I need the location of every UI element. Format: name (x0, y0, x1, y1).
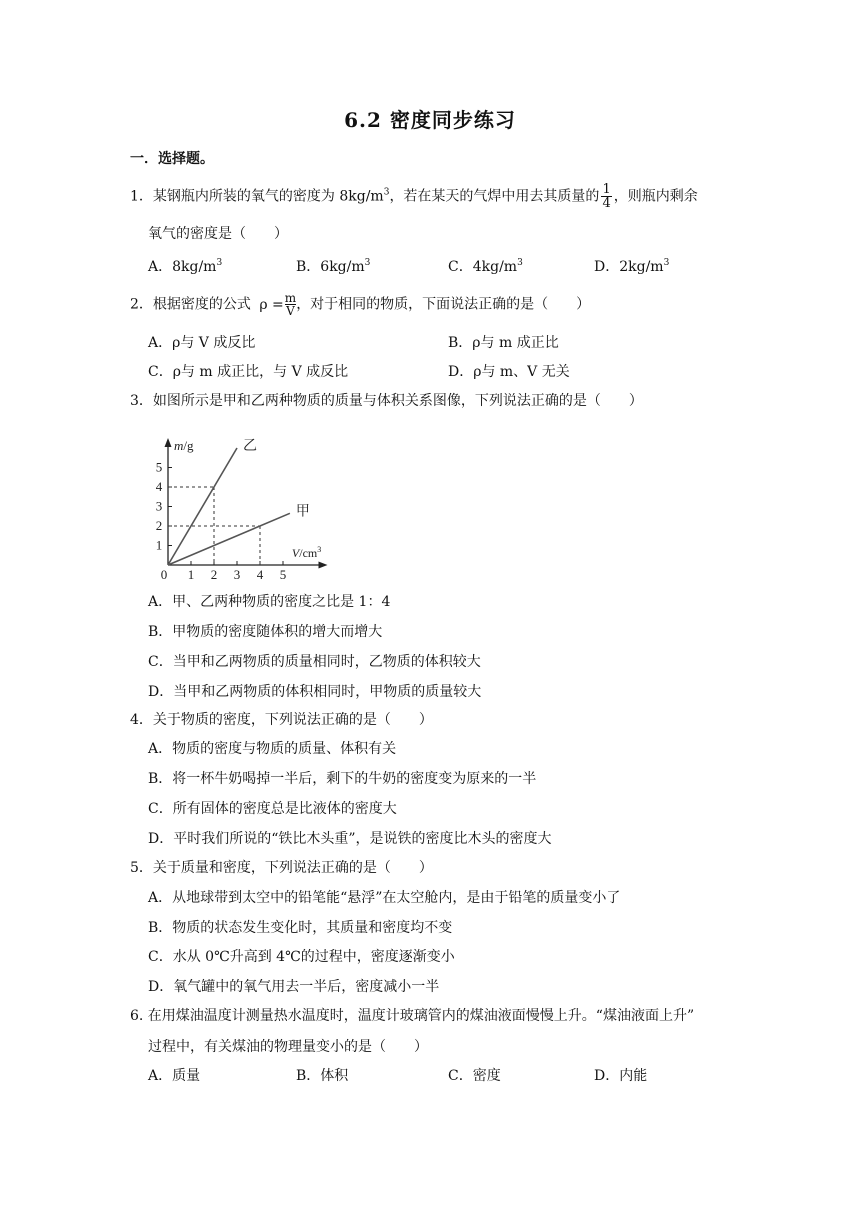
q6-option-b[interactable]: B．体积 (296, 1068, 349, 1084)
density-formula: ρ = $\frac{m}{V}$ (259, 291, 297, 318)
q4-option-d[interactable]: D．平时我们所说的“铁比木头重”，是说铁的密度比木头的密度大 (148, 831, 552, 847)
series-line-jia (168, 513, 290, 565)
q4-option-b[interactable]: B．将一杯牛奶喝掉一半后，剩下的牛奶的密度变为原来的一半 (148, 771, 537, 787)
x-axis-arrow (319, 562, 328, 569)
q1-option-b[interactable]: B．$6kg/m^3$ (296, 258, 371, 275)
y-axis-label: m/g (174, 438, 194, 453)
q6-option-c[interactable]: C．密度 (448, 1068, 501, 1084)
q6-option-a[interactable]: A．质量 (148, 1068, 201, 1084)
question-5-text: 5．关于质量和密度，下列说法正确的是（ ） (130, 860, 433, 876)
graph-series (168, 448, 290, 565)
question-6-line-1: 6. 在用煤油温度计测量热水温度时，温度计玻璃管内的煤油液面慢慢上升。“煤油液面上升” (130, 1008, 695, 1024)
y-tick-label: 4 (155, 479, 163, 494)
x-tick-label: 4 (256, 567, 264, 582)
question-1-line-2: 氧气的密度是（ ） (148, 226, 288, 242)
x-axis-label: $V/cm^3$ (291, 545, 322, 560)
y-tick-label: 2 (155, 518, 163, 533)
x-tick-label: 0 (160, 567, 168, 582)
y-tick-label: 1 (155, 537, 163, 553)
question-3-text: 3．如图所示是甲和乙两种物质的质量与体积关系图像，下列说法正确的是（ ） (130, 393, 643, 409)
question-6-line-2: 过程中，有关煤油的物理量变小的是（ ） (148, 1039, 428, 1055)
q2-option-b[interactable]: B．ρ与 m 成正比 (448, 335, 559, 351)
q5-option-c[interactable]: C．水从 0℃升高到 4℃的过程中，密度逐渐变小 (148, 949, 455, 965)
section-heading: 一．选择题。 (130, 151, 214, 167)
graph-guides (168, 487, 260, 565)
series-line-yi (168, 448, 237, 565)
q1-option-a[interactable]: A．$8kg/m^3$ (148, 258, 223, 275)
q2-option-d[interactable]: D．ρ与 m、V 无关 (448, 364, 570, 380)
y-tick-label: 3 (155, 498, 163, 514)
q4-option-c[interactable]: C．所有固体的密度总是比液体的密度大 (148, 801, 397, 817)
y-tick-label: 5 (155, 459, 163, 475)
question-2-text: 2．根据密度的公式 ρ = $\frac{m}{V}$，对于相同的物质，下面说法正确的是（ ） (130, 291, 591, 318)
q1-option-d[interactable]: D．$2kg/m^3$ (594, 258, 670, 275)
x-tick-label: 2 (210, 567, 218, 582)
q1-option-c[interactable]: C．$4kg/m^3$ (448, 258, 523, 275)
x-tick-label: 5 (279, 567, 287, 582)
fraction-quarter: $\frac{1}{4}$ (602, 182, 611, 211)
series-label-yi: 乙 (243, 439, 257, 454)
q3-option-d[interactable]: D．当甲和乙两物质的体积相同时，甲物质的质量较大 (148, 684, 482, 700)
page-title: 6.2 密度同步练习 (344, 108, 516, 132)
q5-option-d[interactable]: D．氧气罐中的氧气用去一半后，密度减小一半 (148, 979, 440, 995)
question-4-text: 4．关于物质的密度，下列说法正确的是（ ） (130, 712, 433, 728)
q3-option-c[interactable]: C．当甲和乙两物质的质量相同时，乙物质的体积较大 (148, 654, 481, 670)
q3-option-b[interactable]: B．甲物质的密度随体积的增大而增大 (148, 624, 383, 640)
q2-option-a[interactable]: A．ρ与 V 成反比 (148, 335, 256, 351)
x-tick-label: 3 (233, 567, 241, 582)
question-1-line-1: 1．某钢瓶内所装的氧气的密度为 $8kg/m^3$，若在某天的气焊中用去其质量的 $\frac{1}{4}$ ，则瓶内剩余 (130, 182, 698, 211)
q5-option-a[interactable]: A．从地球带到太空中的铅笔能“悬浮”在太空舱内，是由于铅笔的质量变小了 (148, 890, 621, 906)
q2-option-c[interactable]: C．ρ与 m 成正比，与 V 成反比 (148, 364, 349, 380)
x-tick-label: 1 (187, 567, 195, 582)
y-axis-arrow (165, 438, 172, 447)
q4-option-a[interactable]: A．物质的密度与物质的质量、体积有关 (148, 741, 397, 757)
q6-option-d[interactable]: D．内能 (594, 1068, 648, 1084)
mass-volume-graph (148, 420, 348, 585)
q3-option-a[interactable]: A．甲、乙两种物质的密度之比是 1：4 (148, 594, 391, 610)
series-label-jia: 甲 (295, 504, 310, 520)
q5-option-b[interactable]: B．物质的状态发生变化时，其质量和密度均不变 (148, 920, 453, 936)
